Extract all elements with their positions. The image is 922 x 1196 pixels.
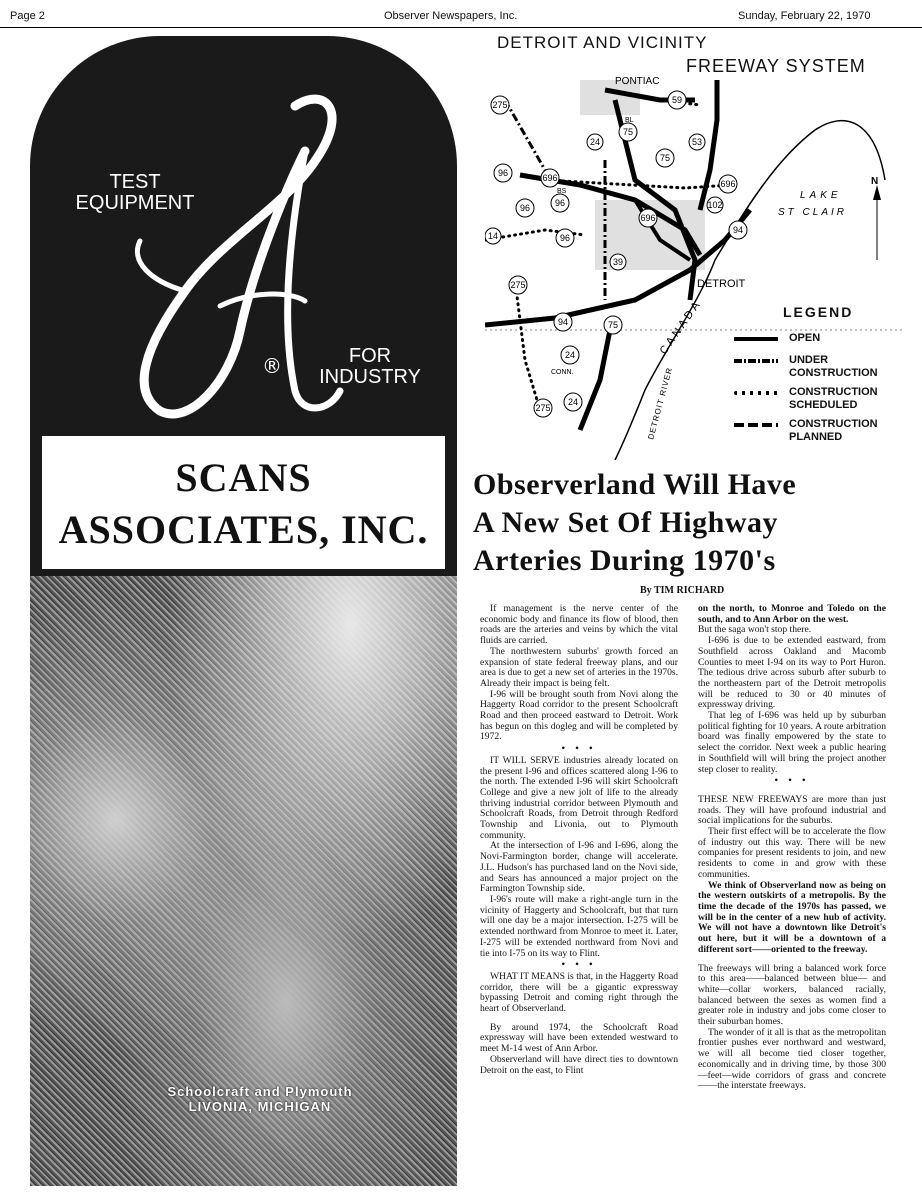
ad-address (110, 1084, 410, 1114)
section-separator: • • • (561, 959, 597, 971)
article-headline (473, 466, 913, 580)
svg-text:275: 275 (535, 403, 551, 413)
svg-text:275: 275 (510, 280, 526, 290)
map-label-conn: CONN. (551, 369, 574, 376)
article-column-2 (698, 604, 886, 1092)
section-separator: • • • (774, 775, 810, 787)
svg-text:24: 24 (564, 350, 576, 360)
map-title-line2: FREEWAY SYSTEM (686, 56, 866, 76)
svg-text:53: 53 (691, 137, 703, 147)
paragraph: Observerland will have direct ties to downtown Detroit on the east, to Flint (480, 1053, 678, 1076)
paragraph: By around 1974, the Schoolcraft Road expressway will have been extended westward to meet M-14 west of Ann Arbor. (480, 1021, 678, 1055)
headline-line1: Observerland Will Have (473, 468, 797, 501)
paragraph: But the saga won't stop there. (698, 624, 812, 636)
svg-text:24: 24 (567, 397, 579, 407)
paragraph: The wonder of it all is that as the metropolitan frontier pushes ever northward and westward, we will all become tied closer together, economically and in driving time, by those 300—feet—wide corridors of grass and concrete——the interstate freeways. (698, 1026, 886, 1092)
paragraph: At the intersection of I-96 and I-696, along the Novi-Farmington border, change will accelerate. J.L. Hudson's has purchased land on the Novi side, and Sears has announced a major project on the Farmington Township side. (480, 840, 678, 895)
article-byline: By TIM RICHARD (640, 585, 725, 596)
ad-test-equipment: TEST EQUIPMENT (75, 171, 195, 214)
paragraph: We think of Observerland now as being on the western outskirts of a metropolis. By the time the decade of the 1970s has passed, we will be in the center of a new hub of activity. We will not have a downtown like Detroit's out here, but it will be a downtown of a different sort——oriented to the freeway. (698, 879, 886, 955)
paragraph: WHAT IT MEANS is that, in the Haggerty Road corridor, there will be a gigantic expressway bypassing Detroit and coming right through the heart of Observerland. (480, 970, 678, 1015)
svg-text:75: 75 (659, 153, 671, 163)
headline-line2: A New Set Of Highway (473, 506, 778, 539)
legend-swatch-solid (734, 337, 778, 341)
svg-text:96: 96 (497, 168, 509, 178)
svg-text:75: 75 (622, 127, 634, 137)
company-name-line2: ASSOCIATES, INC. (58, 507, 429, 552)
svg-text:59: 59 (671, 95, 683, 105)
map-label-lake: LAKE (800, 190, 842, 201)
svg-text:39: 39 (612, 257, 624, 267)
map-label-detroit: DETROIT (697, 278, 746, 290)
svg-text:275: 275 (492, 100, 508, 110)
map-label-bs: BS (557, 188, 567, 195)
svg-text:696: 696 (720, 179, 736, 189)
paragraph: THESE NEW FREEWAYS are more than just roads. They will have profound industrial and social implications for the suburbs. (698, 793, 886, 827)
map-legend-title: LEGEND (783, 304, 854, 320)
article-column-1 (480, 604, 678, 1076)
svg-text:696: 696 (542, 173, 558, 183)
registered-mark: ® (262, 354, 282, 378)
map-label-north: N (871, 176, 879, 187)
ad-for-industry: FOR INDUSTRY (319, 345, 421, 388)
svg-text:75: 75 (607, 320, 619, 330)
svg-text:94: 94 (557, 317, 569, 327)
headline-line3: Arteries During 1970's (473, 544, 776, 577)
paragraph: The freeways will bring a balanced work force to this area——balanced between blue— and white—collar workers, balanced racially, balanced between the sexes as women find a greater role in industry and jobs come closer to their suburban homes. (698, 962, 886, 1028)
map-label-bl: BL (625, 117, 634, 124)
paragraph: on the north, to Monroe and Toledo on the south, and to Ann Arbor on the west. (698, 603, 886, 625)
legend-swatch-dash-dot (734, 359, 778, 363)
paragraph: Their first effect will be to accelerate the flow of industry out this way. There will be new companies for present residents to join, and new residents to come in and grow with these communities. (698, 826, 886, 880)
map-title-line1: DETROIT AND VICINITY (497, 33, 708, 52)
paragraph: IT WILL SERVE industries already located on the present I-96 and offices scattered along I-96 to the north. The extended I-96 will skirt Schoolcraft College and give a new jolt of life to the already thriving industrial corridor between Plymouth and Schoolcraft Roads, from Detroit through Redford Township and Livonia, out to Plymouth community. (480, 754, 678, 841)
company-name-panel (42, 436, 445, 569)
paragraph: The northwestern suburbs' growth forced an expansion of state federal freeway plans, and our area is due to get a new set of arteries in the 1970s. Already their impact is being felt. (480, 645, 678, 689)
legend-label: UNDER CONSTRUCTION (789, 354, 878, 379)
publisher-name: Observer Newspapers, Inc. (384, 10, 518, 22)
map-label-canada: CANADA (657, 297, 705, 357)
header-rule (0, 27, 922, 28)
svg-text:96: 96 (559, 233, 571, 243)
company-name-line1: SCANS (175, 455, 312, 500)
legend-swatch-dotted (734, 391, 778, 395)
paragraph: That leg of I-696 was held up by suburban political fighting for 10 years. A route arbitration board was finally empowered by the state to select the corridor. Next week a public hearing in Southfield will will bring the project another step closer to reality. (698, 710, 886, 775)
legend-label: CONSTRUCTION PLANNED (789, 418, 878, 443)
paragraph: I-96's route will make a right-angle turn in the vicinity of Haggerty and Schoolcraft, but that turn will one day be a major intersection. I-275 will be extended northward from Monroe to meet it. Later, I-275 will be extended northward from Novi and tie into I-75 on its way to Flint. (480, 893, 678, 959)
legend-label: OPEN (789, 332, 821, 344)
paragraph: If management is the nerve center of the economic body and finance its flow of blood, then roads are the arteries and veins by which the vital fluids are carried. (480, 603, 678, 647)
paragraph: I-96 will be brought south from Novi along the Haggerty Road corridor to the present Schoolcraft Road and then proceed eastward to Detroit. Work has begun on this dogleg and will be completed by 1972. (480, 688, 678, 743)
svg-text:96: 96 (554, 198, 566, 208)
map-label-detroit-river: DETROIT RIVER (646, 366, 675, 441)
svg-text:696: 696 (640, 213, 656, 223)
svg-text:14: 14 (487, 231, 499, 241)
section-separator: • • • (561, 743, 597, 755)
legend-swatch-dashed (734, 423, 778, 427)
logo-letters: SA (90, 91, 92, 92)
paragraph: I-696 is due to be extended eastward, from Southfield across Oakland and Macomb Counties to meet I-94 on its way to Port Huron. The tedious drive across suburb after suburb to the northeastern part of the Detroit metropolis will be reduced to 30 or 40 minutes of expressway driving. (698, 635, 886, 711)
scans-associates-ad (30, 36, 457, 1186)
ad-address-line2: LIVONIA, MICHIGAN (188, 1099, 332, 1114)
svg-text:96: 96 (519, 203, 531, 213)
issue-date: Sunday, February 22, 1970 (738, 10, 871, 22)
map-label-st-clair: ST CLAIR (778, 207, 848, 218)
svg-text:24: 24 (589, 137, 601, 147)
page-number: Page 2 (10, 10, 45, 22)
legend-label: CONSTRUCTION SCHEDULED (789, 386, 878, 411)
svg-text:102: 102 (707, 200, 723, 210)
ad-address-line1: Schoolcraft and Plymouth (167, 1084, 353, 1099)
svg-text:94: 94 (732, 225, 744, 235)
map-label-pontiac: PONTIAC (615, 76, 660, 87)
